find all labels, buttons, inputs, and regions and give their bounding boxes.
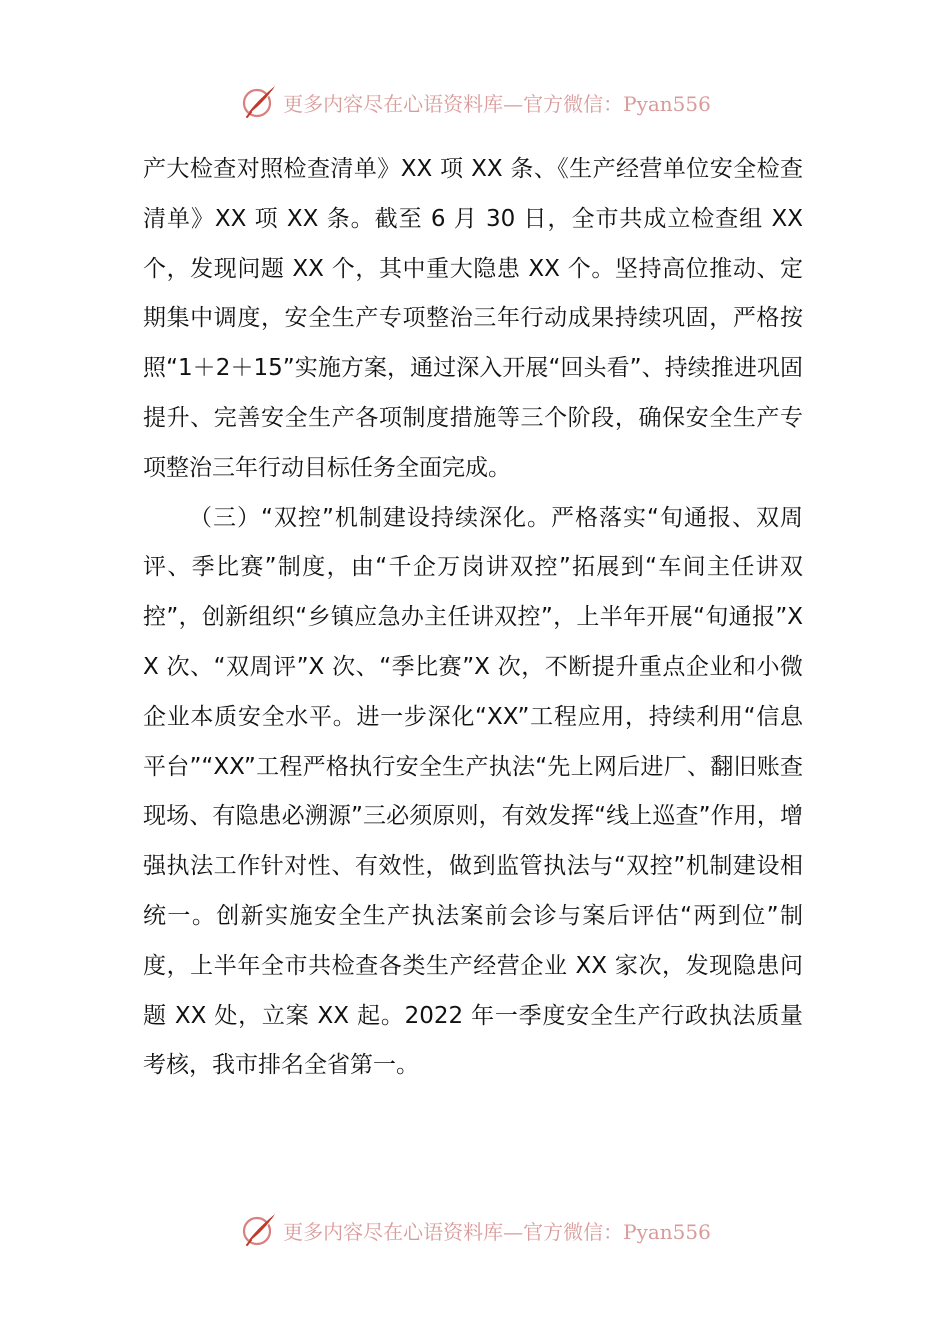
document-body — [143, 145, 803, 1091]
feather-pen-logo-icon — [239, 1210, 279, 1250]
paragraph-section-three: （三）“双控”机制建设持续深化。严格落实“旬通报、双周评、季比赛”制度，由“千企万岗讲双控”拓展到“车间主任讲双控”，创新组织“乡镇应急办主任讲双控”，上半年开展“旬通报”XX 次、“双周评”X 次、“季比赛”X 次，不断提升重点企业和小微企业本质安全水平。进一步深化“XX”工程应用，持续利用“信息平台”“XX”工程严格执行安全生产执法“先上网后进厂、翻旧账查现场、有隐患必溯源”三必须原则，有效发挥“线上巡查”作用，增强执法工作针对性、有效性，做到监管执法与“双控”机制建设相统一。创新实施安全生产执法案前会诊与案后评估“两到位”制度，上半年全市共检查各类生产经营企业 XX 家次，发现隐患问题 XX 处，立案 XX 起。2022 年一季度安全生产行政执法质量考核，我市排名全省第一。 — [143, 504, 803, 1079]
feather-pen-logo-icon — [239, 82, 279, 122]
watermark-text: 更多内容尽在心语资料库—官方微信：Pyan556 — [283, 1219, 711, 1244]
header-watermark — [0, 80, 950, 124]
footer-watermark — [0, 1208, 950, 1252]
watermark-text: 更多内容尽在心语资料库—官方微信：Pyan556 — [283, 91, 711, 116]
paragraph-continuation: 产大检查对照检查清单》XX 项 XX 条、《生产经营单位安全检查清单》XX 项 XX 条。截至 6 月 30 日，全市共成立检查组 XX 个，发现问题 XX 个，其中重大隐患 XX 个。坚持高位推动、定期集中调度，安全生产专项整治三年行动成果持续巩固，严格按照“1＋2＋15”实施方案，通过深入开展“回头看”、持续推进巩固提升、完善安全生产各项制度措施等三个阶段，确保安全生产专项整治三年行动目标任务全面完成。 — [143, 156, 803, 481]
